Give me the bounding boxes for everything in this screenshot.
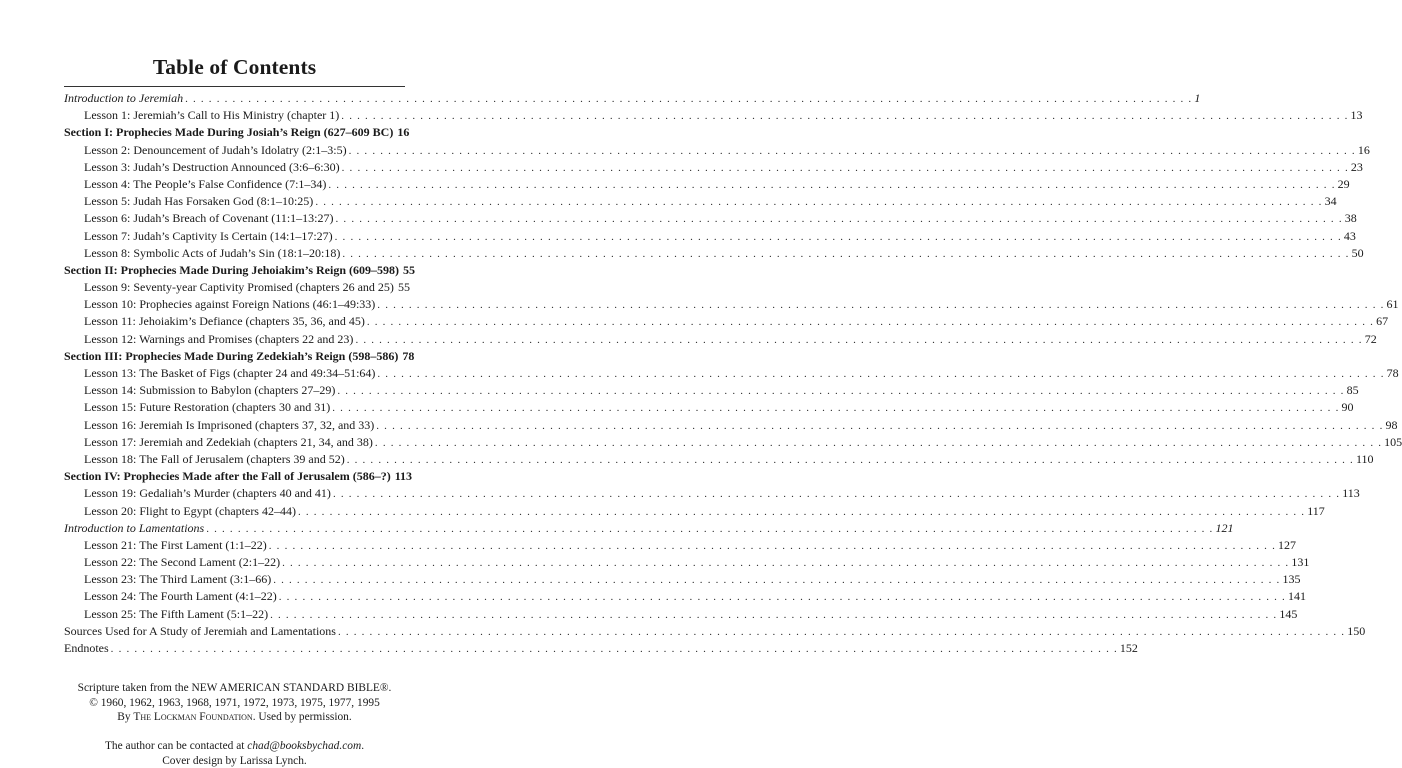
toc-entry: [64, 125, 410, 142]
toc-entry-title: Lesson 14: Submission to Babylon (chapters 27–29): [84, 383, 336, 398]
toc-entry-title: Lesson 24: The Fourth Lament (4:1–22): [84, 589, 277, 604]
toc-entry-page: 85: [1346, 383, 1359, 398]
table-of-contents: [64, 91, 1402, 658]
toc-leader-dots: [341, 110, 1348, 122]
toc-entry: [64, 228, 1356, 246]
toc-entry-page: 23: [1350, 159, 1363, 174]
toc-entry-page: 127: [1278, 537, 1297, 552]
toc-entry: [64, 91, 1201, 108]
author-contact: The author can be contacted at chad@booksbychad.com.: [104, 739, 365, 752]
toc-leader-dots: [336, 213, 1343, 225]
toc-entry: [64, 417, 1398, 435]
toc-entry-title: Section III: Prophecies Made During Zedekiah’s Reign (598–586): [64, 348, 399, 363]
toc-entry-page: 135: [1282, 572, 1301, 587]
toc-entry: [64, 159, 1363, 177]
toc-entry-page: 98: [1385, 417, 1398, 432]
toc-entry: [64, 469, 413, 486]
toc-entry-page: 13: [1350, 108, 1363, 123]
toc-entry-page: 121: [1215, 520, 1234, 535]
toc-entry: [64, 314, 1389, 331]
toc-entry-page: 34: [1324, 194, 1337, 209]
toc-entry-page: 61: [1386, 297, 1399, 312]
toc-entry-title: Lesson 3: Judah’s Destruction Announced (3:6–6:30): [84, 159, 340, 174]
toc-entry-title: Lesson 21: The First Lament (1:1–22): [84, 537, 267, 552]
toc-entry-page: 55: [403, 262, 415, 277]
toc-leader-dots: [206, 523, 1213, 535]
toc-leader-dots: [342, 248, 1349, 260]
toc-entry-title: Lesson 7: Judah’s Captivity Is Certain (14:1–17:27): [84, 228, 333, 243]
scripture-credit: Scripture taken from the NEW AMERICAN STANDARD BIBLE®.: [77, 682, 392, 695]
toc-entry-title: Lesson 1: Jeremiah’s Call to His Ministry (chapter 1): [84, 108, 340, 123]
toc-entry: [64, 400, 1354, 417]
toc-entry-page: 29: [1337, 176, 1350, 191]
toc-entry: [64, 589, 1306, 606]
toc-entry-title: Lesson 19: Gedaliah’s Murder (chapters 40 and 41): [84, 486, 331, 501]
toc-entry-page: 78: [402, 348, 415, 363]
toc-leader-dots: [375, 437, 1382, 449]
toc-leader-dots: [335, 231, 1342, 243]
toc-entry-title: Lesson 18: The Fall of Jerusalem (chapters 39 and 52): [84, 451, 345, 466]
toc-leader-dots: [355, 334, 1362, 346]
toc-entry-title: Sources Used for A Study of Jeremiah and Lamentations: [64, 623, 336, 638]
copyright-years: © 1960, 1962, 1963, 1968, 1971, 1972, 1973, 1975, 1977, 1995: [89, 696, 380, 709]
toc-entry-title: Lesson 12: Warnings and Promises (chapters 22 and 23): [84, 331, 354, 346]
toc-leader-dots: [338, 626, 1345, 638]
toc-leader-dots: [367, 316, 1374, 328]
toc-entry-page: 43: [1343, 228, 1356, 243]
toc-entry: [64, 503, 1325, 521]
toc-leader-dots: [347, 454, 1354, 466]
toc-leader-dots: [279, 591, 1286, 603]
toc-entry: [64, 451, 1374, 469]
toc-entry-title: Lesson 6: Judah’s Breach of Covenant (11:1–13:27): [84, 211, 334, 226]
toc-leader-dots: [282, 557, 1289, 569]
toc-entry: [64, 108, 1363, 125]
toc-leader-dots: [185, 93, 1192, 105]
toc-entry-page: 131: [1291, 555, 1310, 570]
toc-entry: [64, 606, 1298, 624]
copyright-footer: [64, 681, 405, 768]
toc-entry: [64, 262, 415, 280]
toc-entry: [64, 623, 1366, 641]
toc-entry-title: Lesson 10: Prophecies against Foreign Nations (46:1–49:33): [84, 297, 376, 312]
toc-leader-dots: [349, 145, 1356, 157]
lockman-foundation: The Lockman Foundation: [133, 711, 253, 724]
toc-leader-dots: [298, 506, 1305, 518]
toc-entry-page: 16: [397, 125, 410, 140]
toc-entry-page: 105: [1384, 434, 1402, 449]
title-rule: [64, 86, 405, 87]
toc-entry-title: Lesson 22: The Second Lament (2:1–22): [84, 555, 281, 570]
toc-entry: [64, 297, 1399, 314]
toc-entry-page: 90: [1341, 400, 1354, 415]
toc-leader-dots: [270, 609, 1277, 621]
toc-entry-page: 38: [1344, 211, 1357, 226]
toc-entry-title: Section IV: Prophecies Made after the Fall of Jerusalem (586–?): [64, 469, 391, 484]
toc-entry: [64, 331, 1377, 349]
toc-leader-dots: [337, 385, 1344, 397]
toc-leader-dots: [342, 162, 1349, 174]
permission-line: By The Lockman Foundation. Used by permission.: [117, 711, 352, 724]
toc-entry-page: 113: [394, 469, 413, 484]
toc-leader-dots: [273, 574, 1280, 586]
toc-entry-title: Lesson 11: Jehoiakim’s Defiance (chapters 35, 36, and 45): [84, 314, 365, 329]
toc-entry: [64, 280, 410, 297]
page-title: Table of Contents: [152, 55, 317, 79]
toc-leader-dots: [377, 299, 1384, 311]
toc-entry-title: Lesson 13: The Basket of Figs (chapter 24 and 49:34–51:64): [84, 366, 376, 380]
toc-entry: [64, 486, 1360, 503]
toc-entry-title: Lesson 4: The People’s False Confidence (7:1–34): [84, 176, 327, 191]
toc-entry-page: 152: [1119, 641, 1138, 655]
toc-entry-page: 150: [1347, 623, 1366, 638]
toc-entry-title: Lesson 8: Symbolic Acts of Judah’s Sin (18:1–20:18): [84, 245, 341, 260]
toc-entry-page: 110: [1355, 451, 1374, 466]
toc-leader-dots: [269, 540, 1276, 552]
toc-entry: [64, 572, 1301, 589]
toc-leader-dots: [376, 420, 1383, 432]
toc-entry-page: 16: [1357, 142, 1370, 157]
toc-entry-title: Lesson 20: Flight to Egypt (chapters 42–44): [84, 503, 296, 518]
toc-entry-page: 117: [1307, 503, 1325, 518]
toc-entry: [64, 348, 415, 366]
toc-entry-title: Lesson 25: The Fifth Lament (5:1–22): [84, 606, 269, 621]
toc-entry-page: 113: [1342, 486, 1360, 501]
toc-entry-title: Section II: Prophecies Made During Jehoiakim’s Reign (609–598): [64, 262, 399, 277]
toc-entry-title: Lesson 5: Judah Has Forsaken God (8:1–10:25): [84, 194, 314, 209]
toc-entry-page: 141: [1288, 589, 1306, 604]
toc-entry-page: 1: [1194, 91, 1201, 105]
toc-entry-page: 55: [397, 280, 410, 295]
toc-leader-dots: [111, 643, 1118, 655]
toc-entry-page: 50: [1351, 245, 1364, 260]
toc-entry-page: 145: [1279, 606, 1298, 621]
toc-entry-page: 78: [1386, 366, 1399, 380]
author-email: chad@booksbychad.com: [247, 739, 362, 752]
toc-entry-title: Lesson 17: Jeremiah and Zedekiah (chapters 21, 34, and 38): [84, 434, 373, 449]
toc-entry-title: Lesson 2: Denouncement of Judah’s Idolatry (2:1–3:5): [84, 142, 347, 157]
toc-entry: [64, 555, 1310, 572]
toc-entry-title: Introduction to Jeremiah: [64, 91, 184, 105]
toc-leader-dots: [315, 196, 1322, 208]
toc-entry: [64, 366, 1399, 383]
toc-entry: [64, 641, 1138, 658]
toc-entry: [64, 434, 1402, 452]
toc-entry-title: Lesson 23: The Third Lament (3:1–66): [84, 572, 272, 587]
toc-entry: [64, 211, 1357, 228]
toc-entry: [64, 194, 1337, 211]
toc-entry-title: Lesson 16: Jeremiah Is Imprisoned (chapters 37, 32, and 33): [84, 417, 375, 432]
toc-entry: [64, 383, 1359, 400]
toc-leader-dots: [333, 488, 1340, 500]
toc-entry: [64, 520, 1234, 538]
toc-entry-title: Lesson 15: Future Restoration (chapters 30 and 31): [84, 400, 331, 415]
toc-entry-title: Endnotes: [64, 641, 109, 655]
toc-entry: [64, 245, 1364, 263]
toc-entry-page: 72: [1364, 331, 1377, 346]
cover-design-credit: Cover design by Larissa Lynch.: [162, 754, 307, 767]
toc-entry: [64, 142, 1370, 160]
toc-entry-page: 67: [1376, 314, 1389, 329]
toc-leader-dots: [328, 179, 1335, 191]
toc-entry-title: Section I: Prophecies Made During Josiah’s Reign (627–609 BC): [64, 125, 394, 140]
toc-leader-dots: [332, 402, 1339, 414]
toc-entry-title: Introduction to Lamentations: [64, 520, 205, 535]
toc-entry: [64, 537, 1297, 555]
toc-entry-title: Lesson 9: Seventy-year Captivity Promised (chapters 26 and 25): [84, 280, 394, 295]
toc-entry: [64, 176, 1350, 194]
toc-leader-dots: [377, 368, 1384, 380]
